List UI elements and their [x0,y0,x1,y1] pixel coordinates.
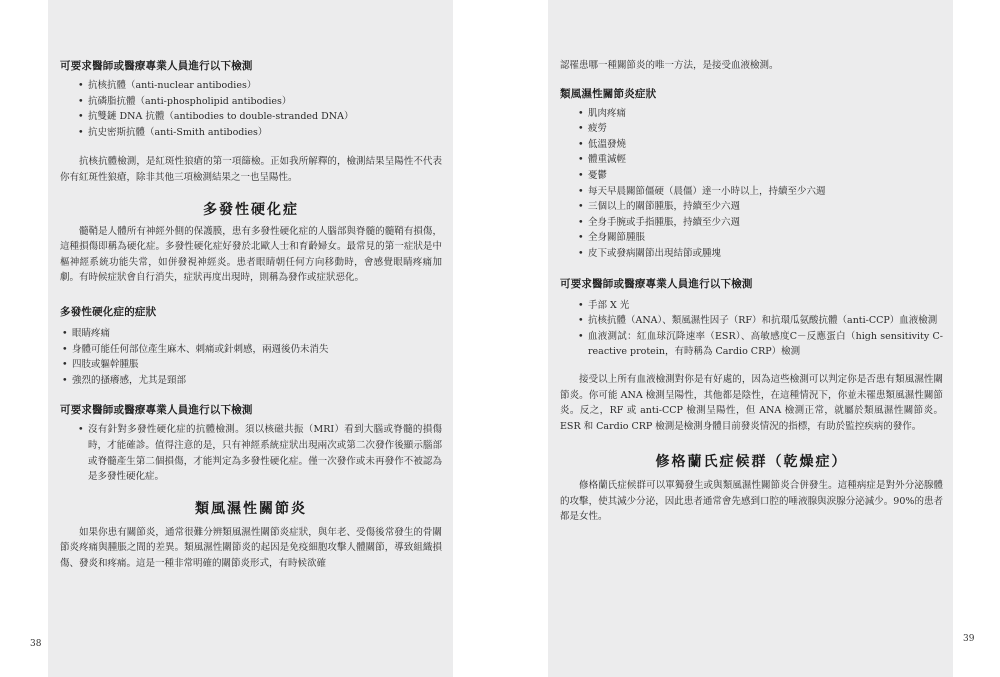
ra-symptoms-list [560,106,943,262]
list-item: • 抗磷脂抗體（anti-phospholipid antibodies） [60,94,442,110]
list-item: • 抗史密斯抗體（anti-Smith antibodies） [60,125,442,141]
ra-symptoms-heading: 類風濕性關節炎症狀 [560,87,657,100]
list-item: • 疲勞 [560,121,943,137]
tests-heading-ms: 可要求醫師或醫療專業人員進行以下檢測 [60,404,253,417]
list-item: • 體重減輕 [560,152,943,168]
ms-symptoms-list [60,326,442,388]
ra-paragraph-continued: 認罹患哪一種關節炎的唯一方法，是接受血液檢測。 [560,60,779,71]
left-column [60,58,442,571]
list-item: • 強烈的搔癢感，尤其是頸部 [60,373,442,389]
list-item: • 全身關節腫脹 [560,230,943,246]
list-item: • 肌肉疼痛 [560,106,943,122]
list-item: • 血液測試：紅血球沉降速率（ESR）、高敏感度C－反應蛋白（high sensitivity C-reactive protein，有時稱為 Cardio CRP）檢測 [560,329,943,360]
ra-tests-list [560,298,943,360]
list-item: • 抗核抗體（anti-nuclear antibodies） [60,78,442,94]
list-item: • 手部 X 光 [560,298,943,314]
list-item: • 四肢或軀幹腫脹 [60,357,442,373]
list-item: • 全身手腕或手指腫脹，持續至少六週 [560,215,943,231]
list-item: • 抗核抗體（ANA）、類風濕性因子（RF）和抗環瓜氨酸抗體（anti-CCP）血液檢測 [560,313,943,329]
list-item: • 身體可能任何部位產生麻木、刺痛或針刺感，兩週後仍未消失 [60,342,442,358]
list-item: • 三個以上的關節腫脹，持續至少六週 [560,199,943,215]
list-item: • 抗雙鏈 DNA 抗體（antibodies to double-stranded DNA） [60,109,442,125]
sjogren-paragraph: 修格蘭氏症候群可以單獨發生或與類風濕性關節炎合併發生。這種病症是對外分泌腺體的攻擊，使其減少分泌，因此患者通常會先感到口腔的唾液腺與淚腺分泌減少。90%的患者都是女性。 [560,480,943,523]
ms-heading: 多發性硬化症 [203,201,299,218]
sjogren-heading: 修格蘭氏症候群（乾燥症） [655,454,848,471]
tests-explanation-paragraph: 接受以上所有血液檢測對你是有好處的，因為這些檢測可以判定你是否患有類風濕性關節炎。你可能 ANA 檢測呈陽性，其他都是陰性，在這種情況下，你並未罹患類風濕性關節炎。反之，RF 或 anti-CCP 檢測呈陽性，但 ANA 檢測正常，就屬於類風濕性關節炎。ESR 和 Cardio CRP 檢測是檢測身體目前發炎情況的指標，有助於監控疾病的發作。 [560,373,943,432]
list-item: • 憂鬱 [560,168,943,184]
page-number-right: 39 [963,634,975,644]
list-item: • 眼睛疼痛 [60,326,442,342]
list-item: • 皮下或發病關節出現結節或腫塊 [560,246,943,262]
ms-paragraph: 髓鞘是人體所有神經外側的保護膜，患有多發性硬化症的人腦部與脊髓的髓鞘有損傷，這種損傷即稱為硬化症。多發性硬化症好發於北歐人士和育齡婦女。最常見的第一症狀是中樞神經系統功能失常，如併發視神經炎。患者眼睛朝任何方向移動時，會感覺眼睛疼痛加劇。有時候症狀會自行消失，症狀再度出現時，則稱為發作或症狀惡化。 [60,225,442,284]
tests-heading-ra: 可要求醫師或醫療專業人員進行以下檢測 [560,277,753,290]
tests-heading-lupus: 可要求醫師或醫療專業人員進行以下檢測 [60,60,253,72]
right-column [560,58,943,525]
list-item: • 每天早晨關節僵硬（晨僵）達一小時以上，持續至少六週 [560,184,943,200]
list-item: • 沒有針對多發性硬化症的抗體檢測。須以核磁共振（MRI）看到大腦或脊髓的損傷時，才能確診。值得注意的是，只有神經系統症狀出現兩次或第二次發作後顯示腦部或脊髓產生第二個損傷，才能判定為多發性硬化症。僅一次發作或未再發作不被認為是多發性硬化症。 [60,422,442,484]
ra-heading: 類風濕性關節炎 [195,500,307,517]
ms-symptoms-heading: 多發性硬化症的症狀 [60,305,157,318]
ana-paragraph: 抗核抗體檢測，是紅斑性狼瘡的第一項篩檢。正如我所解釋的，檢測結果呈陽性不代表你有紅斑性狼瘡，除非其他三項檢測結果之一也呈陽性。 [60,156,442,183]
lupus-tests-list [60,78,442,140]
list-item: • 低溫發燒 [560,137,943,153]
page-number-left: 38 [30,639,42,649]
ms-tests-list [60,422,442,484]
ra-paragraph: 如果你患有關節炎，通常很難分辨類風濕性關節炎症狀，與年老、受傷後常發生的骨關節炎疼痛與腫脹之間的差異。類風濕性關節炎的起因是免疫細胞攻擊人體關節，導致組織損傷、發炎和疼痛。這是一種非常明確的關節炎形式，有時候欲確 [60,526,442,569]
